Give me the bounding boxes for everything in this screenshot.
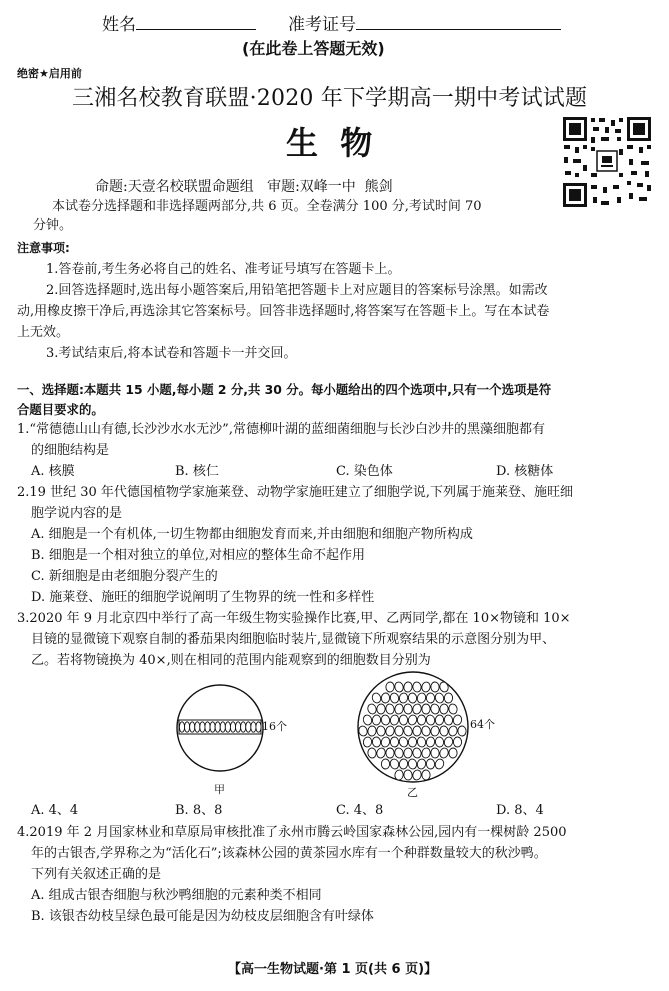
cell bbox=[386, 682, 395, 692]
q2-stem-2: 胞学说内容的是 bbox=[31, 506, 123, 521]
q3-option-a: A. 4、4 bbox=[31, 803, 79, 818]
q4-stem-2: 年的古银杏,学界称之为“活化石”;该森林公园的黄茶园水库有一个种群数量较大的秋沙鸭。 bbox=[31, 846, 547, 861]
cell bbox=[185, 722, 190, 732]
notes-title: 注意事项: bbox=[17, 241, 70, 255]
q3-option-d: D. 8、4 bbox=[496, 803, 544, 818]
q1-option-d: D. 核糖体 bbox=[496, 464, 554, 479]
figure-a-label: 甲 bbox=[214, 783, 225, 796]
exam-id-label: 准考证号 bbox=[288, 15, 356, 35]
cell bbox=[413, 726, 422, 736]
subject-title: 生 物 bbox=[286, 124, 373, 162]
cell bbox=[256, 722, 261, 732]
cell bbox=[195, 722, 200, 732]
q2-stem-1: 2.19 世纪 30 年代德国植物学家施莱登、动物学家施旺建立了细胞学说,下列属于施莱登、施旺细 bbox=[17, 485, 574, 500]
cell bbox=[390, 737, 398, 747]
section-1-heading: 一、选择题:本题共 15 小题,每小题 2 分,共 30 分。每小题给出的四个选项中,只有一个选项是符 bbox=[17, 382, 552, 397]
cell bbox=[236, 722, 241, 732]
cell bbox=[426, 693, 434, 703]
cell bbox=[251, 722, 256, 732]
q4-stem-3: 下列有关叙述正确的是 bbox=[31, 867, 162, 882]
cell bbox=[430, 748, 439, 759]
figure-b-count: 64个 bbox=[470, 718, 495, 731]
note-2-cont: 动,用橡皮擦干净后,再选涂其它答案标号。回答非选择题时,将答案写在答题卡上。写在本试卷 bbox=[17, 304, 550, 319]
q2-option-b: B. 细胞是一个相对独立的单位,对相应的整体生命不起作用 bbox=[31, 548, 365, 563]
q2-option-d: D. 施莱登、施旺的细胞学说阐明了生物界的统一性和多样性 bbox=[31, 590, 375, 605]
q3-option-b: B. 8、8 bbox=[175, 803, 223, 818]
cell bbox=[395, 726, 404, 736]
cell bbox=[230, 722, 235, 732]
q4-stem-1: 4.2019 年 2 月国家林业和草原局审核批准了永州市腾云岭国家森林公园,园内有一棵树龄 2500 bbox=[17, 825, 567, 840]
cell bbox=[386, 748, 394, 758]
cell bbox=[422, 704, 430, 714]
cell bbox=[408, 737, 417, 748]
q3-option-c: C. 4、8 bbox=[336, 803, 384, 818]
exam-id-field[interactable] bbox=[288, 14, 561, 36]
cell bbox=[246, 722, 251, 732]
cell bbox=[426, 759, 435, 769]
q1-stem-1: 1.“常德德山山有德,长沙沙水水无沙”,常德柳叶湖的蓝细菌细胞与长沙白沙井的黑藻细胞都有 bbox=[17, 422, 545, 437]
cell bbox=[225, 722, 230, 732]
note-2: 2.回答选择题时,选出每小题答案后,用铅笔把答题卡上对应题目的答案标号涂黑。如需改 bbox=[46, 283, 548, 298]
q2-option-c: C. 新细胞是由老细胞分裂产生的 bbox=[31, 569, 218, 584]
cell bbox=[381, 693, 390, 703]
intro-line-1: 本试卷分选择题和非选择题两部分,共 6 页。全卷满分 100 分,考试时间 70 bbox=[52, 199, 482, 214]
figure-b-label: 乙 bbox=[407, 786, 418, 799]
cell bbox=[210, 722, 215, 732]
cell bbox=[381, 759, 389, 769]
q4-option-a: A. 组成古银杏细胞与秋沙鸭细胞的元素种类不相同 bbox=[31, 888, 322, 903]
exam-id-blank[interactable] bbox=[356, 14, 561, 30]
cell bbox=[205, 722, 210, 732]
invalid-note: (在此卷上答题无效) bbox=[242, 39, 385, 58]
note-3: 3.考试结束后,将本试卷和答题卡一并交回。 bbox=[46, 346, 297, 361]
q1-option-a: A. 核膜 bbox=[31, 464, 75, 479]
cell bbox=[190, 722, 195, 732]
q3-stem-1: 3.2020 年 9 月北京四中举行了高一年级生物实验操作比赛,甲、乙两同学,都在 10×物镜和 10× bbox=[17, 611, 571, 626]
cell bbox=[179, 722, 184, 732]
authors-line: 命题:天壹名校联盟命题组 审题:双峰一中 熊剑 bbox=[95, 179, 393, 195]
figure-b-microscope-view bbox=[355, 668, 471, 786]
cell bbox=[220, 722, 225, 732]
cell bbox=[444, 693, 453, 704]
cell bbox=[376, 704, 385, 715]
name-field[interactable] bbox=[102, 14, 256, 36]
name-blank[interactable] bbox=[136, 14, 256, 30]
cell bbox=[241, 722, 246, 732]
q1-stem-2: 的细胞结构是 bbox=[31, 443, 110, 458]
figure-a-count: 16个 bbox=[262, 720, 287, 733]
q1-option-b: B. 核仁 bbox=[175, 464, 219, 479]
cell bbox=[215, 722, 220, 732]
q3-stem-2: 目镜的显微镜下观察自制的番茄果肉细胞临时装片,显微镜下所观察结果的示意图分别为甲、 bbox=[31, 632, 556, 647]
cell bbox=[453, 737, 461, 747]
q4-option-b: B. 该银杏幼枝呈绿色最可能是因为幼枝皮层细胞含有叶绿体 bbox=[31, 909, 374, 924]
confidential-mark: 绝密★启用前 bbox=[17, 67, 82, 80]
exam-title: 三湘名校教育联盟·2020 年下学期高一期中考试试题 bbox=[72, 86, 588, 111]
cell bbox=[458, 726, 467, 736]
qr-code bbox=[561, 115, 653, 209]
q3-stem-3: 乙。若将物镜换为 40×,则在相同的范围内能观察到的细胞数目分别为 bbox=[31, 653, 431, 668]
q1-option-c: C. 染色体 bbox=[336, 464, 393, 479]
q2-option-a: A. 细胞是一个有机体,一切生物都由细胞发育而来,并由细胞和细胞产物所构成 bbox=[31, 527, 473, 542]
figure-a-microscope-view bbox=[175, 682, 265, 774]
cell bbox=[399, 715, 408, 726]
name-label: 姓名 bbox=[102, 15, 136, 35]
intro-line-2: 分钟。 bbox=[33, 218, 73, 233]
cell bbox=[422, 770, 431, 780]
cell bbox=[417, 715, 425, 725]
note-2-end: 上无效。 bbox=[17, 325, 70, 340]
note-1: 1.答卷前,考生务必将自己的姓名、准考证号填写在答题卡上。 bbox=[46, 262, 401, 277]
cell bbox=[431, 682, 440, 692]
cell bbox=[449, 748, 457, 758]
section-1-heading-cont: 合题目要求的。 bbox=[17, 402, 104, 417]
cell bbox=[200, 722, 205, 732]
page-footer: 【高一生物试题·第 1 页(共 6 页)】 bbox=[228, 962, 438, 977]
